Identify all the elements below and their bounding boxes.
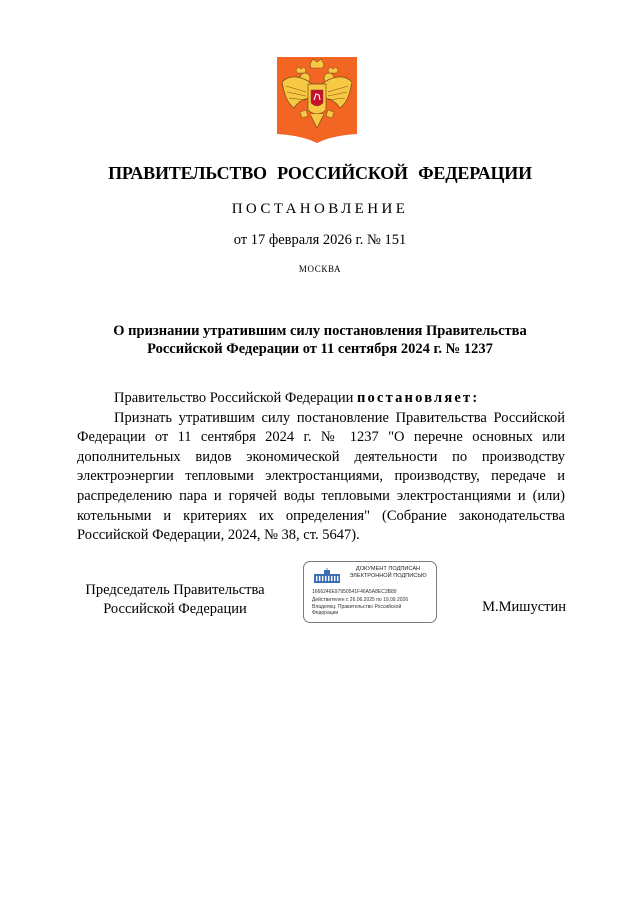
government-title: ПРАВИТЕЛЬСТВО РОССИЙСКОЙ ФЕДЕРАЦИИ [108, 163, 532, 183]
document-body [77, 389, 565, 546]
government-building-icon [313, 568, 341, 584]
document-city: МОСКВА [298, 264, 342, 274]
signer-position-line-1: Председатель Правительства [85, 582, 265, 598]
subject-line-1: О признании утратившим силу постановления Правительства [113, 323, 527, 339]
signer-position [75, 581, 275, 619]
stamp-title-line-1: ДОКУМЕНТ ПОДПИСАН [355, 566, 421, 572]
stamp-serial: 1666246E97950541F46A5A8EC3B89 [312, 589, 397, 595]
signer-name: М.Мишустин [482, 599, 566, 615]
decree-intro-text: Правительство Российской Федерации [114, 390, 357, 406]
stamp-title-line-2: ЭЛЕКТРОННОЙ ПОДПИСЬЮ [349, 573, 427, 579]
stamp-owner: Владелец: Правительство Российской [312, 604, 402, 610]
stamp-title [340, 566, 436, 580]
decree-paragraph: Признать утратившим силу постановление Правительства Российской Федерации от 11 сентября 2024 г. № 1237 "О перечне основных или дополнительных видов экономической деятельности по производству электроэнергии тепловыми электростанциями, производству, передаче и распределению пара и горячей воды тепловыми электростанциями и (или) котельными и критериях их определения" (Собрание законодательства Российской Федерации, 2024, № 38, ст. 5647). [77, 409, 565, 544]
subject-line-2: Российской Федерации от 11 сентября 2024 г. № 1237 [147, 341, 493, 357]
stamp-validity: Действителен с 26.06.2025 по 19.09.2026 [312, 597, 409, 603]
russian-coat-of-arms-icon [276, 56, 358, 144]
decree-intro [77, 389, 565, 409]
document-type: ПОСТАНОВЛЕНИЕ [231, 201, 409, 217]
decree-word: постановляет: [356, 390, 480, 406]
electronic-signature-stamp [303, 561, 437, 623]
document-subject [90, 322, 550, 358]
document-date-number: от 17 февраля 2026 г. № 151 [233, 232, 407, 248]
signer-position-line-2: Российской Федерации [103, 601, 247, 617]
stamp-owner-cont: Федерации [312, 610, 339, 616]
